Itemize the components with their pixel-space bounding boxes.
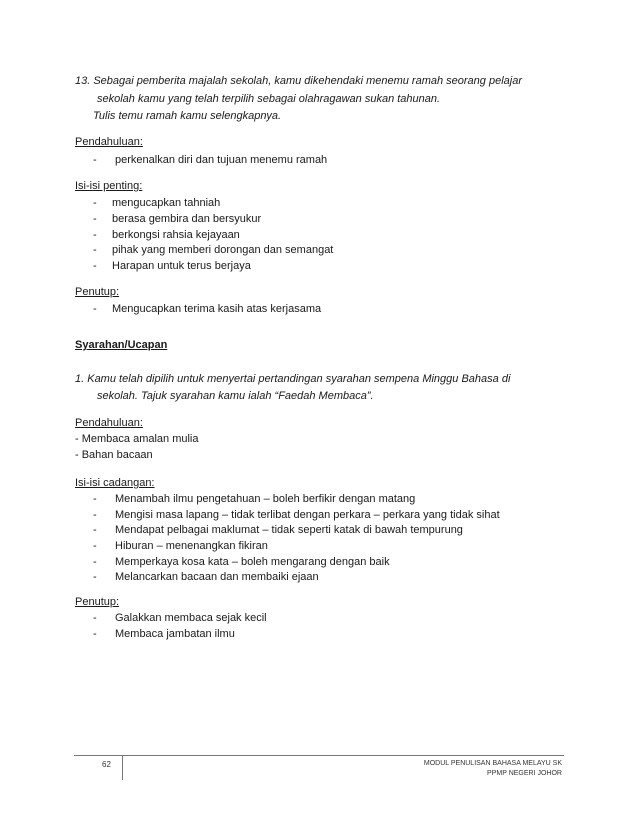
sec2-isi-dash-5: - <box>93 571 97 583</box>
sec1-pendahuluan-heading: Pendahuluan: <box>75 136 143 148</box>
sec1-isi-dash-4: - <box>93 260 97 272</box>
sec2-penutup-dash-0: - <box>93 612 97 624</box>
sec1-penutup-dash-0: - <box>93 303 97 315</box>
q1-line-1: 1. Kamu telah dipilih untuk menyertai pertandingan syarahan sempena Minggu Bahasa di <box>75 373 511 385</box>
footer-rule <box>74 755 564 756</box>
sec1-isi-item-0: mengucapkan tahniah <box>112 197 221 209</box>
sec1-isi-item-1: berasa gembira dan bersyukur <box>112 213 262 225</box>
sec2-isi-item-4: Memperkaya kosa kata – boleh mengarang dengan baik <box>115 556 390 568</box>
sec2-pendahuluan-item-0: - Membaca amalan mulia <box>75 433 199 445</box>
sec1-isi-item-2: berkongsi rahsia kejayaan <box>112 229 240 241</box>
sec1-isi-dash-2: - <box>93 229 97 241</box>
sec1-isi-heading: Isi-isi penting: <box>75 180 143 192</box>
sec2-penutup-item-0: Galakkan membaca sejak kecil <box>115 612 267 624</box>
footer-title-line-1: MODUL PENULISAN BAHASA MELAYU SK <box>423 760 562 767</box>
footer-title-line-2: PPMP NEGERI JOHOR <box>487 770 562 777</box>
sec2-penutup-item-1: Membaca jambatan ilmu <box>115 628 235 640</box>
sec1-pendahuluan-item-0: perkenalkan diri dan tujuan menemu ramah <box>115 154 328 166</box>
sec1-isi-item-4: Harapan untuk terus berjaya <box>112 260 251 272</box>
sec2-isi-heading: Isi-isi cadangan: <box>75 477 155 489</box>
sec1-pendahuluan-dash-0: - <box>93 154 97 166</box>
sec2-isi-item-1: Mengisi masa lapang – tidak terlibat dengan perkara – perkara yang tidak sihat <box>115 509 500 521</box>
q13-line-2: sekolah kamu yang telah terpilih sebagai olahragawan sukan tahunan. <box>97 93 441 105</box>
sec2-isi-item-0: Menambah ilmu pengetahuan – boleh berfikir dengan matang <box>115 493 416 505</box>
sec2-pendahuluan-item-1: - Bahan bacaan <box>75 449 153 461</box>
page-number: 62 <box>102 760 111 769</box>
sec2-isi-item-3: Hiburan – menenangkan fikiran <box>115 540 268 552</box>
sec1-isi-dash-0: - <box>93 197 97 209</box>
sec2-isi-dash-0: - <box>93 493 97 505</box>
sec2-penutup-heading: Penutup: <box>75 596 120 608</box>
sec2-isi-dash-1: - <box>93 509 97 521</box>
q1-line-2: sekolah. Tajuk syarahan kamu ialah “Faedah Membaca”. <box>97 390 374 402</box>
section-title: Syarahan/Ucapan <box>75 339 168 351</box>
sec1-isi-dash-3: - <box>93 244 97 256</box>
sec2-isi-item-5: Melancarkan bacaan dan membaiki ejaan <box>115 571 319 583</box>
sec2-pendahuluan-heading: Pendahuluan: <box>75 417 143 429</box>
sec1-isi-item-3: pihak yang memberi dorongan dan semangat <box>112 244 334 256</box>
footer-divider <box>122 756 123 780</box>
sec2-isi-dash-4: - <box>93 556 97 568</box>
sec2-isi-dash-2: - <box>93 524 97 536</box>
sec2-isi-dash-3: - <box>93 540 97 552</box>
sec1-penutup-heading: Penutup: <box>75 286 120 298</box>
sec2-penutup-dash-1: - <box>93 628 97 640</box>
sec2-isi-item-2: Mendapat pelbagai maklumat – tidak seperti katak di bawah tempurung <box>115 524 463 536</box>
sec1-isi-dash-1: - <box>93 213 97 225</box>
q13-line-3: Tulis temu ramah kamu selengkapnya. <box>93 110 282 122</box>
sec1-penutup-item-0: Mengucapkan terima kasih atas kerjasama <box>112 303 322 315</box>
q13-line-1: 13. Sebagai pemberita majalah sekolah, kamu dikehendaki menemu ramah seorang pelajar <box>75 75 522 87</box>
